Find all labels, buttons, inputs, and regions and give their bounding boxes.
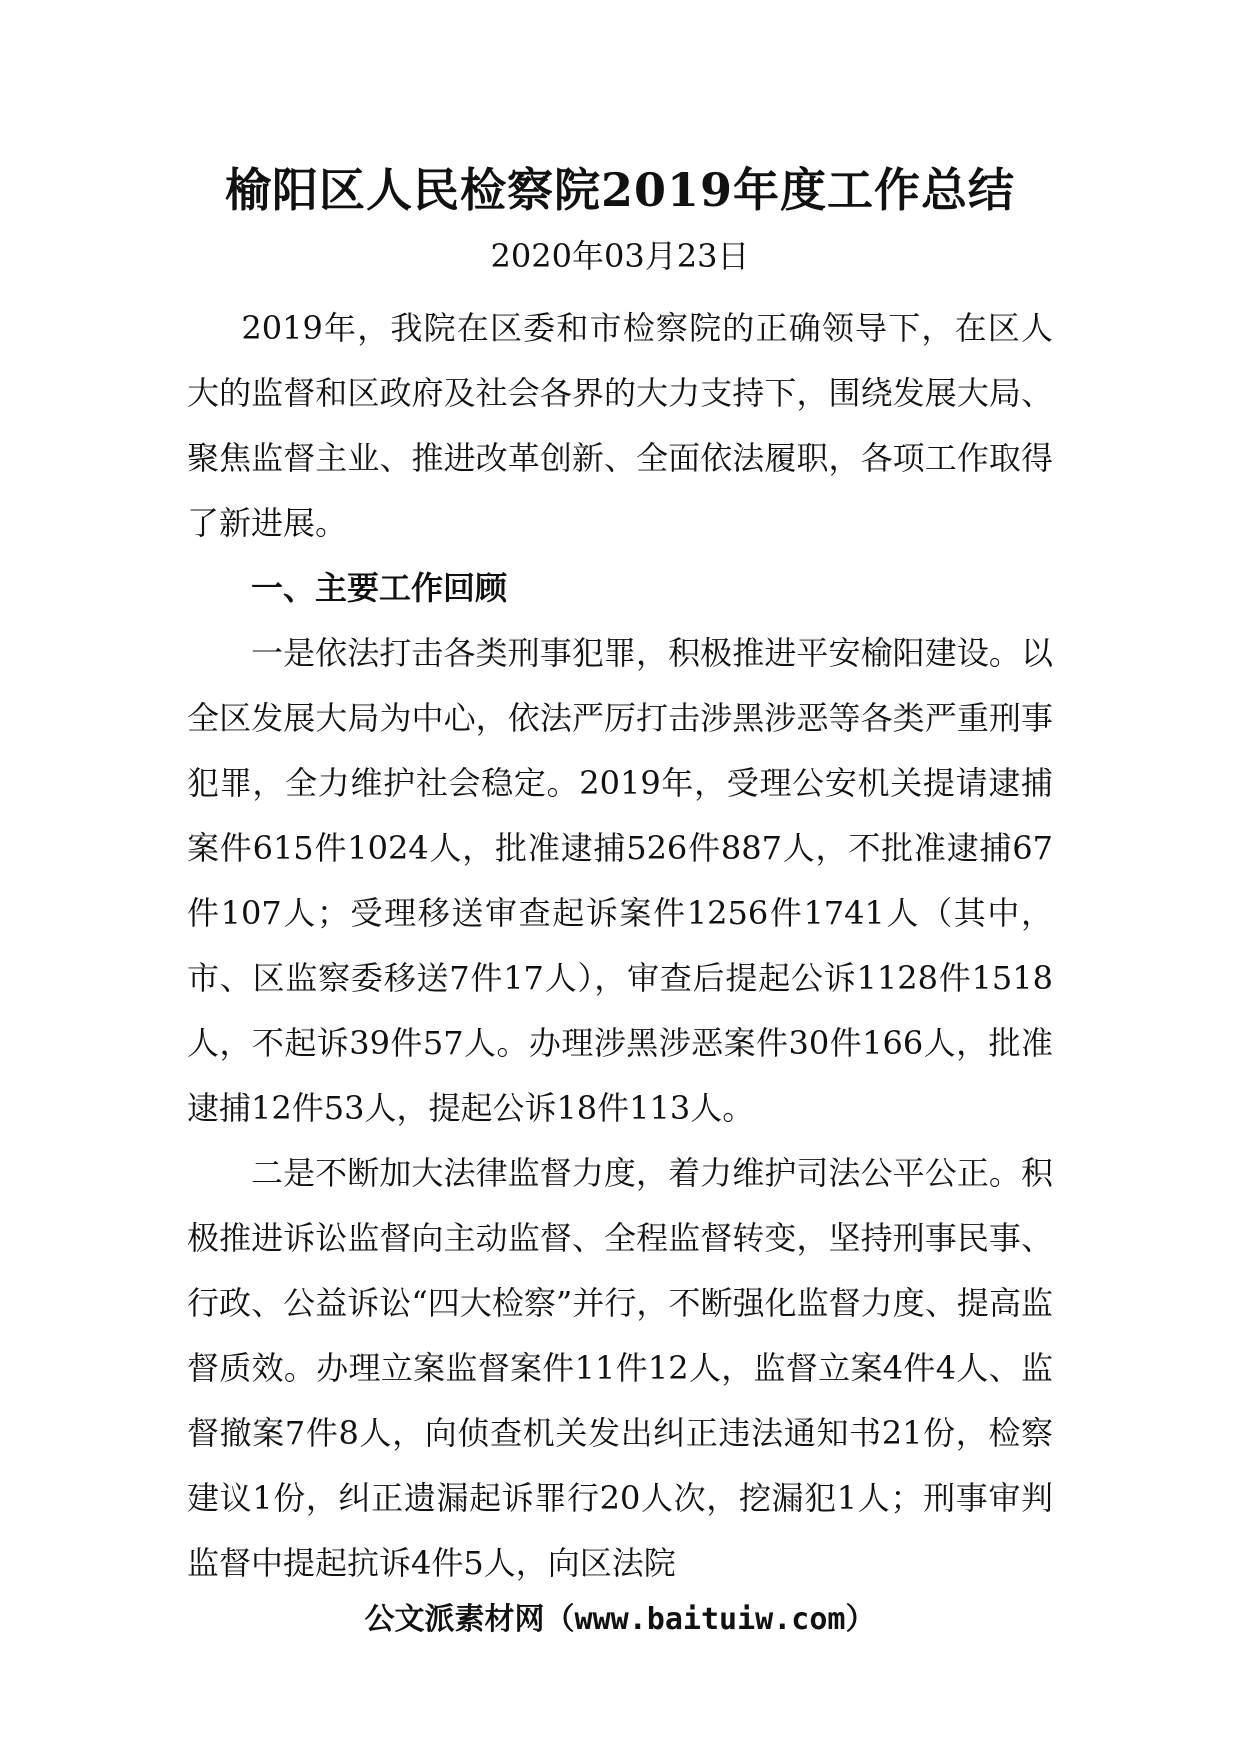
footer-url: （www.baituiw.com） — [544, 1602, 876, 1637]
footer-watermark — [0, 1600, 1240, 1640]
document-date: 2020年03月23日 — [490, 237, 750, 275]
document-title: 榆阳区人民检察院2019年度工作总结 — [224, 163, 1016, 217]
document-body — [187, 296, 1053, 1596]
paragraph-1: 一是依法打击各类刑事犯罪，积极推进平安榆阳建设。以全区发展大局为中心，依法严厉打击涉黑涉恶等各类严重刑事犯罪，全力维护社会稳定。2019年，受理公安机关提请逮捕案件615件1024人，批准逮捕526件887人，不批准逮捕67件107人；受理移送审查起诉案件1256件1741人（其中，市、区监察委移送7件17人），审查后提起公诉1128件1518人，不起诉39件57人。办理涉黑涉恶案件30件166人，批准逮捕12件53人，提起公诉18件113人。 — [187, 634, 1053, 1127]
footer-site-name: 公文派素材网 — [364, 1602, 545, 1637]
paragraph-2: 二是不断加大法律监督力度，着力维护司法公平公正。积极推进诉讼监督向主动监督、全程监督转变，坚持刑事民事、行政、公益诉讼“四大检察”并行，不断强化监督力度、提高监督质效。办理立案监督案件11件12人，监督立案4件4人、监督撤案7件8人，向侦查机关发出纠正违法通知书21份，检察建议1份，纠正遗漏起诉罪行20人次，挖漏犯1人；刑事审判监督中提起抗诉4件5人，向区法院 — [187, 1154, 1053, 1582]
section-heading: 一、主要工作回顾 — [251, 569, 508, 607]
intro-paragraph: 2019年，我院在区委和市检察院的正确领导下，在区人大的监督和区政府及社会各界的大力支持下，围绕发展大局、聚焦监督主业、推进改革创新、全面依法履职，各项工作取得了新进展。 — [187, 309, 1053, 542]
